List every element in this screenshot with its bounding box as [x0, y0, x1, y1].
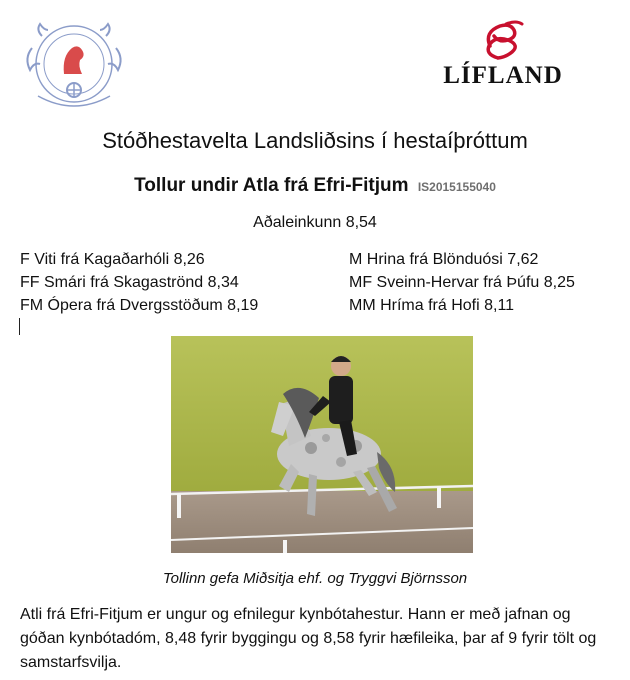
pedigree-dam-dam: MM Hríma frá Hofi 8,11 [349, 297, 515, 314]
stallion-heading [0, 175, 630, 197]
lifland-emblem-icon [440, 18, 566, 62]
registration-number: IS2015155040 [417, 180, 496, 194]
lifland-wordmark: LÍFLAND [443, 62, 563, 89]
lifland-logo [440, 18, 566, 90]
landssamband-logo [18, 18, 130, 114]
pedigree-sire: F Viti frá Kagaðarhóli 8,26 [20, 251, 205, 268]
pedigree-sire-sire: FF Smári frá Skagaströnd 8,34 [20, 274, 239, 291]
page-title: Stóðhestavelta Landsliðsins í hestaíþróttum [102, 128, 528, 153]
total-score: Aðaleinkunn 8,54 [253, 214, 377, 231]
stallion-name: Tollur undir Atla frá Efri-Fitjum [134, 175, 409, 196]
pedigree-dam: M Hrina frá Blönduósi 7,62 [349, 251, 539, 268]
pedigree-sire-side [20, 248, 258, 317]
photo-caption: Tollinn gefa Miðsitja ehf. og Tryggvi Björnsson [162, 570, 468, 587]
description-paragraph: Atli frá Efri-Fitjum er ungur og efnilegur kynbótahestur. Hann er með jafnan og góðan kynbótadóm, 8,48 fyrir byggingu og 8,58 fyrir hæfileika, þar af 9 fyrir tölt og samstarfsvilja. [20, 606, 597, 671]
pedigree-sire-dam: FM Ópera frá Dvergsstöðum 8,19 [20, 297, 259, 314]
pedigree-dam-sire: MF Sveinn-Hervar frá Þúfu 8,25 [349, 274, 575, 291]
pedigree-dam-side [349, 248, 575, 317]
text-cursor [19, 318, 20, 335]
horse-rider-photo [171, 336, 473, 553]
